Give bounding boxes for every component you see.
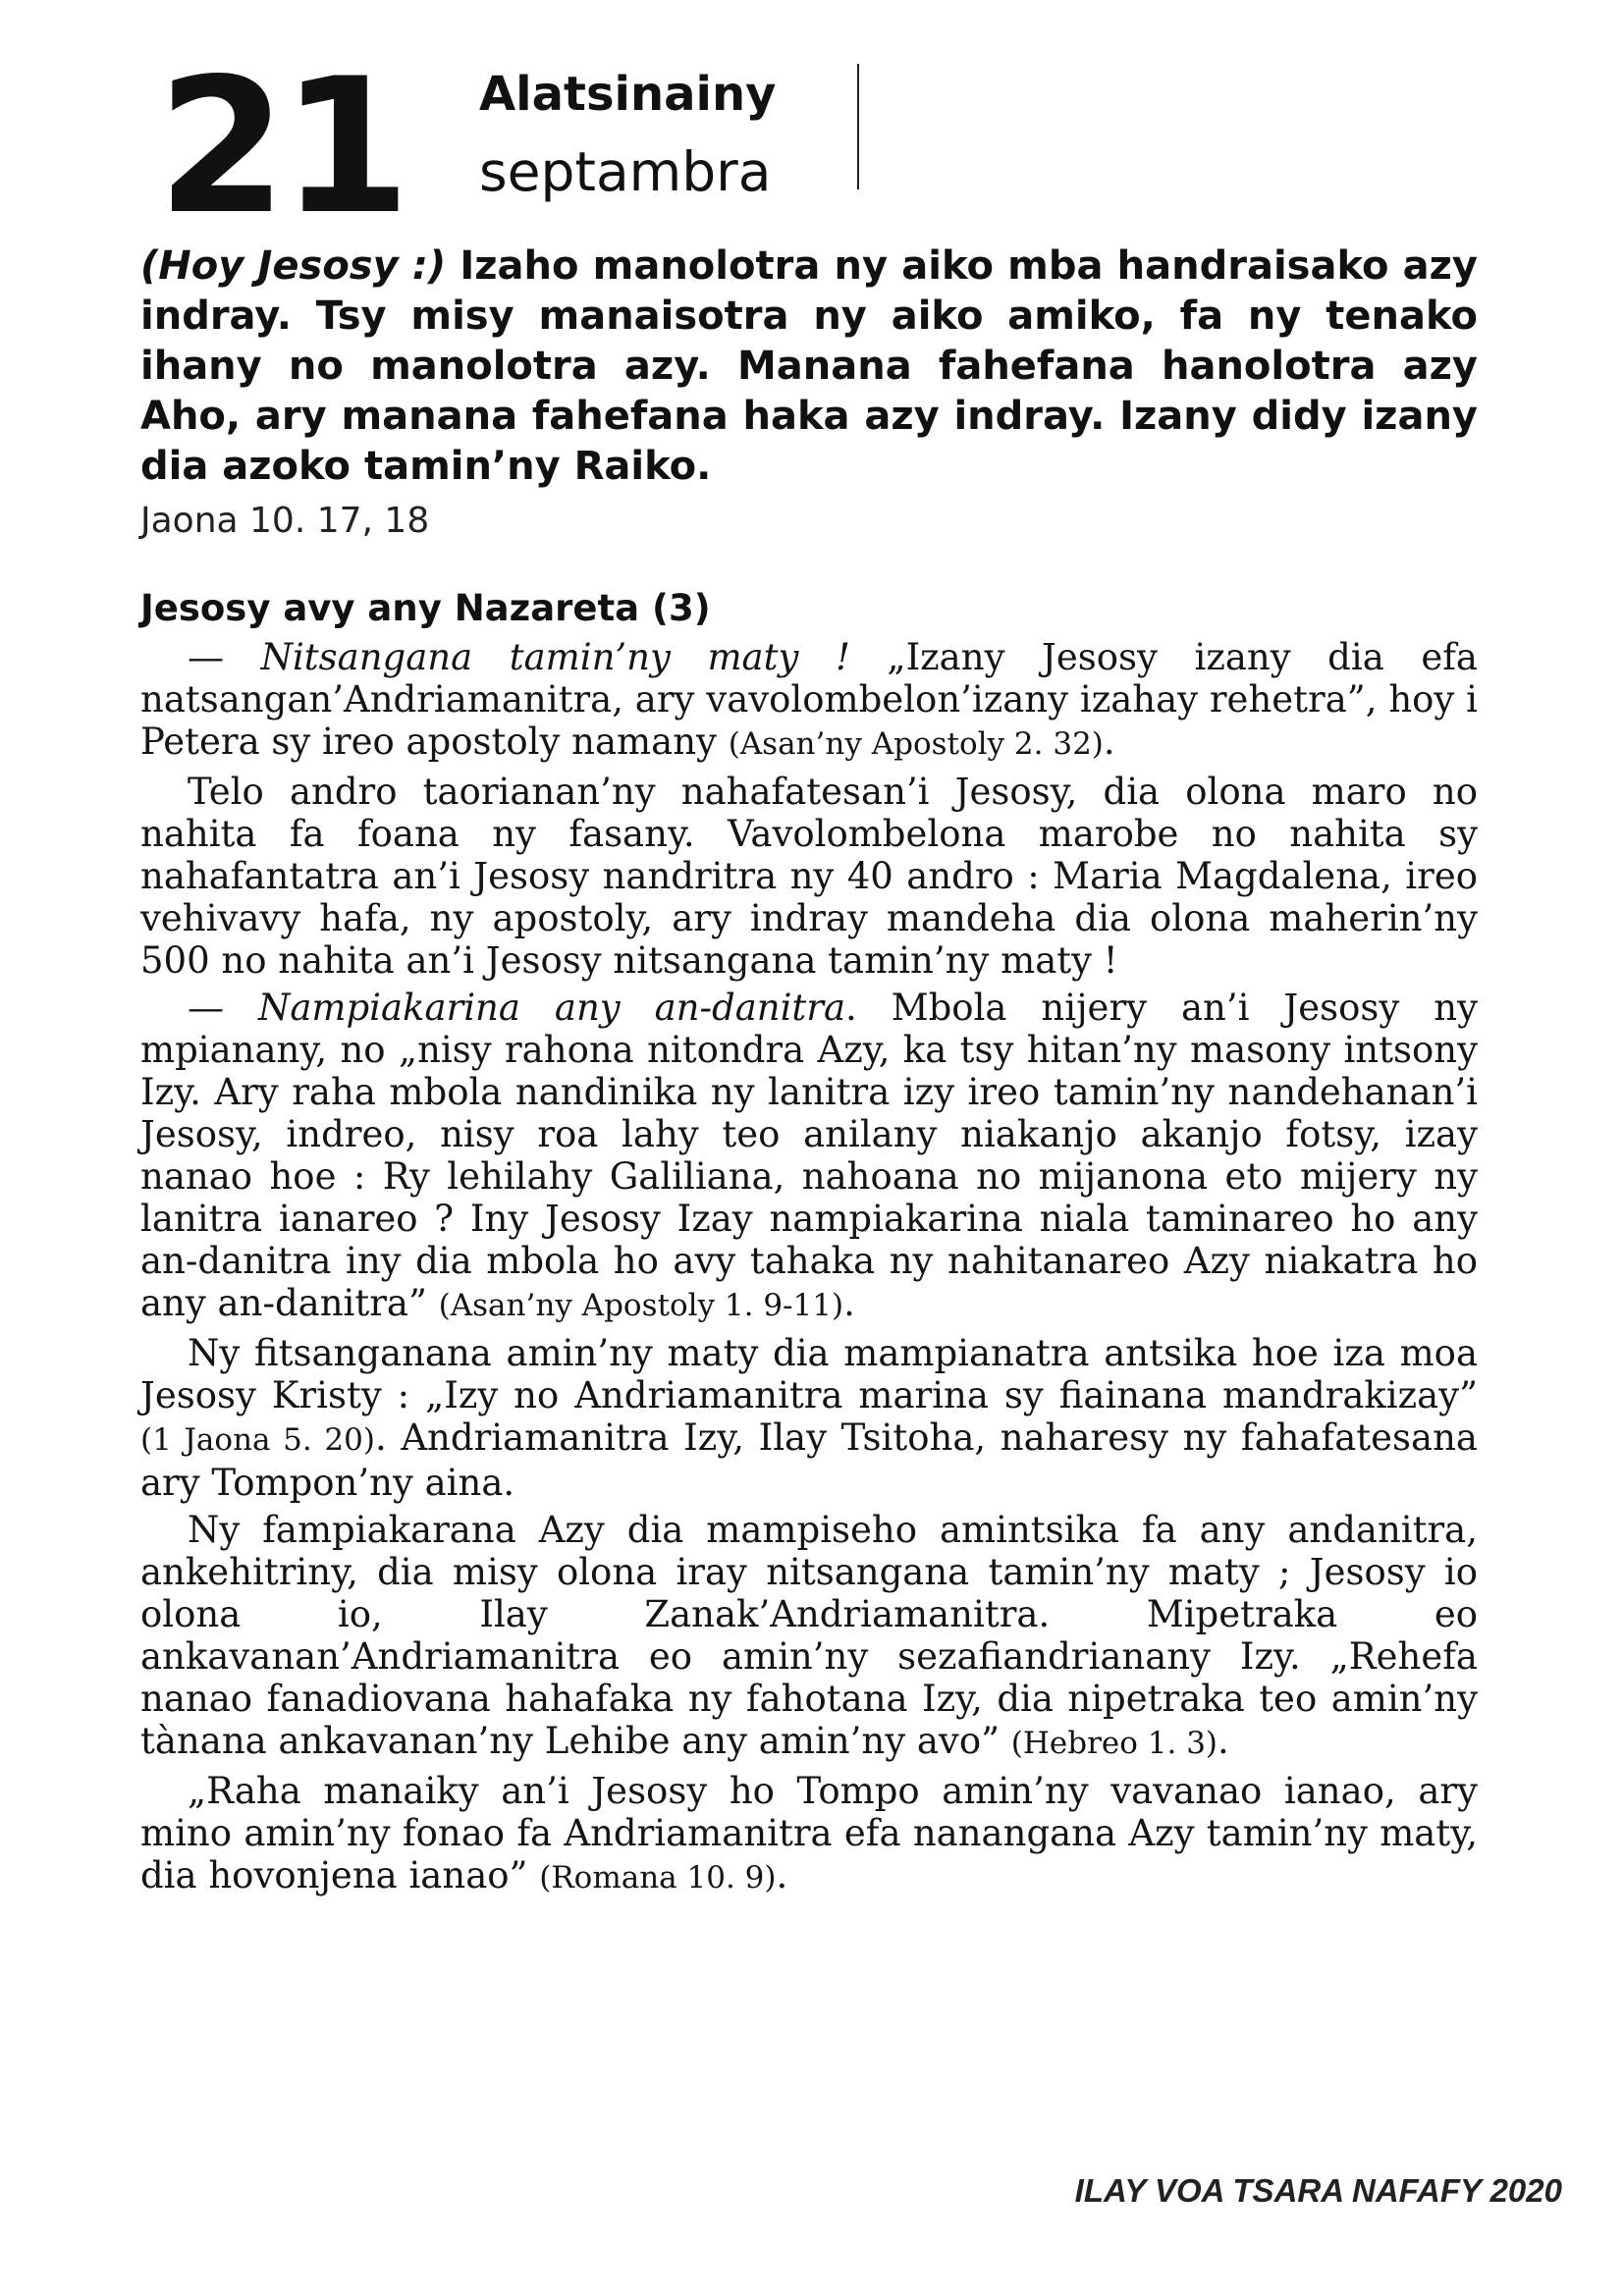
verse-text: Izaho manolotra ny aiko mba handraisako azy indray. Tsy misy manaisotra ny aiko amiko, fa ny tenako ihany no manolotra azy. Manana fahefana hanolotra azy Aho, ary manana fahefana haka azy indray. Izany didy izany dia azoko tamin’ny Raiko.: [140, 243, 1478, 489]
paragraph-text: . Mbola nijery an’i Jesosy ny mpianany, no „nisy rahona nitondra Azy, ka tsy hitan’ny masony intsony Izy. Ary raha mbola nandinika ny lanitra izy ireo tamin’ny nandehanan’i Jesosy, indreo, nisy roa lahy teo anilany niakanjo akanjo fotsy, izay nanao hoe : Ry lehilahy Galiliana, nahoana no mijanona eto mijery ny lanitra ianareo ? Iny Jesosy Izay nampiakarina niala taminareo ho any an-danitra iny dia mbola ho avy tahaka ny nahitanareo Azy niakatra ho any an-danitra”: [140, 987, 1478, 1324]
paragraph-tail: .: [1103, 721, 1115, 763]
paragraph-lead: — Nampiakarina any an-danitra: [188, 987, 846, 1029]
paragraph-text: Telo andro taorianan’ny nahafatesan’i Jesosy, dia olona maro no nahita fa foana ny fasany. Vavolombelona marobe no nahita sy nahafantatra an’i Jesosy nandritra ny 40 andro : Maria Magdalena, ireo vehivavy hafa, ny apostoly, ary indray mandeha dia olona maherin’ny 500 no nahita an’i Jesosy nitsangana tamin’ny maty !: [140, 771, 1478, 982]
section-title: Jesosy avy any Nazareta (3): [140, 587, 711, 629]
paragraph-text: Ny fampiakarana Azy dia mampiseho amintsika fa any andanitra, ankehitriny, dia misy olona iray nitsangana tamin’ny maty ; Jesosy io olona io, Ilay Zanak’Andriamanitra. Mipetraka eo ankavanan’Andriamanitra eo amin’ny sezafiandrianany Izy. „Rehefa nanao fanadiovana hahafaka ny fahotana Izy, dia nipetraka teo amin’ny tànana ankavanan’ny Lehibe any amin’ny avo”: [140, 1509, 1478, 1762]
paragraph: [140, 771, 1478, 982]
paragraph-tail: . Andriamanitra Izy, Ilay Tsitoha, naharesy ny fahafatesana ary Tompon’ny aina.: [140, 1416, 1478, 1504]
paragraph: [140, 1332, 1478, 1504]
weekday: Alatsinainy: [479, 67, 777, 122]
verse-addressee: (Hoy Jesosy :): [140, 243, 447, 289]
paragraph-tail: .: [1217, 1720, 1229, 1762]
scripture-reference: (Asan’ny Apostoly 2. 32): [728, 726, 1104, 762]
header-divider: [857, 64, 859, 189]
paragraph: [140, 1509, 1478, 1765]
article-body: [140, 636, 1478, 1904]
paragraph-lead: — Nitsangana tamin’ny maty !: [188, 636, 850, 678]
paragraph-tail: .: [776, 1854, 788, 1896]
paragraph-text: „Izany Jesosy izany dia efa natsangan’Andriamanitra, ary vavolombelon’izany izahay rehetra”, hoy i Petera sy ireo apostoly namany: [140, 636, 1478, 763]
paragraph-text: Ny fitsanganana amin’ny maty dia mampianatra antsika hoe iza moa Jesosy Kristy : „Izy no Andriamanitra marina sy fiainana mandrakizay”: [140, 1332, 1478, 1416]
daily-verse: [140, 241, 1478, 492]
scripture-reference: (Hebreo 1. 3): [1010, 1726, 1218, 1761]
footer-publication-title: ILAY VOA TSARA NAFAFY 2020: [1074, 2172, 1562, 2209]
paragraph: [140, 987, 1478, 1327]
paragraph: [140, 636, 1478, 766]
scripture-reference: (Romana 10. 9): [539, 1860, 777, 1896]
day-number: 21: [157, 38, 406, 255]
paragraph-tail: .: [843, 1282, 855, 1324]
verse-reference: Jaona 10. 17, 18: [140, 501, 430, 541]
paragraph-text: „Raha manaiky an’i Jesosy ho Tompo amin’ny vavanao ianao, ary mino amin’ny fonao fa Andriamanitra efa nanangana Azy tamin’ny maty, dia hovonjena ianao”: [140, 1770, 1478, 1896]
paragraph: [140, 1770, 1478, 1899]
scripture-reference: (Asan’ny Apostoly 1. 9-11): [438, 1288, 844, 1323]
scripture-reference: (1 Jaona 5. 20): [140, 1422, 375, 1458]
month: septambra: [479, 140, 772, 203]
